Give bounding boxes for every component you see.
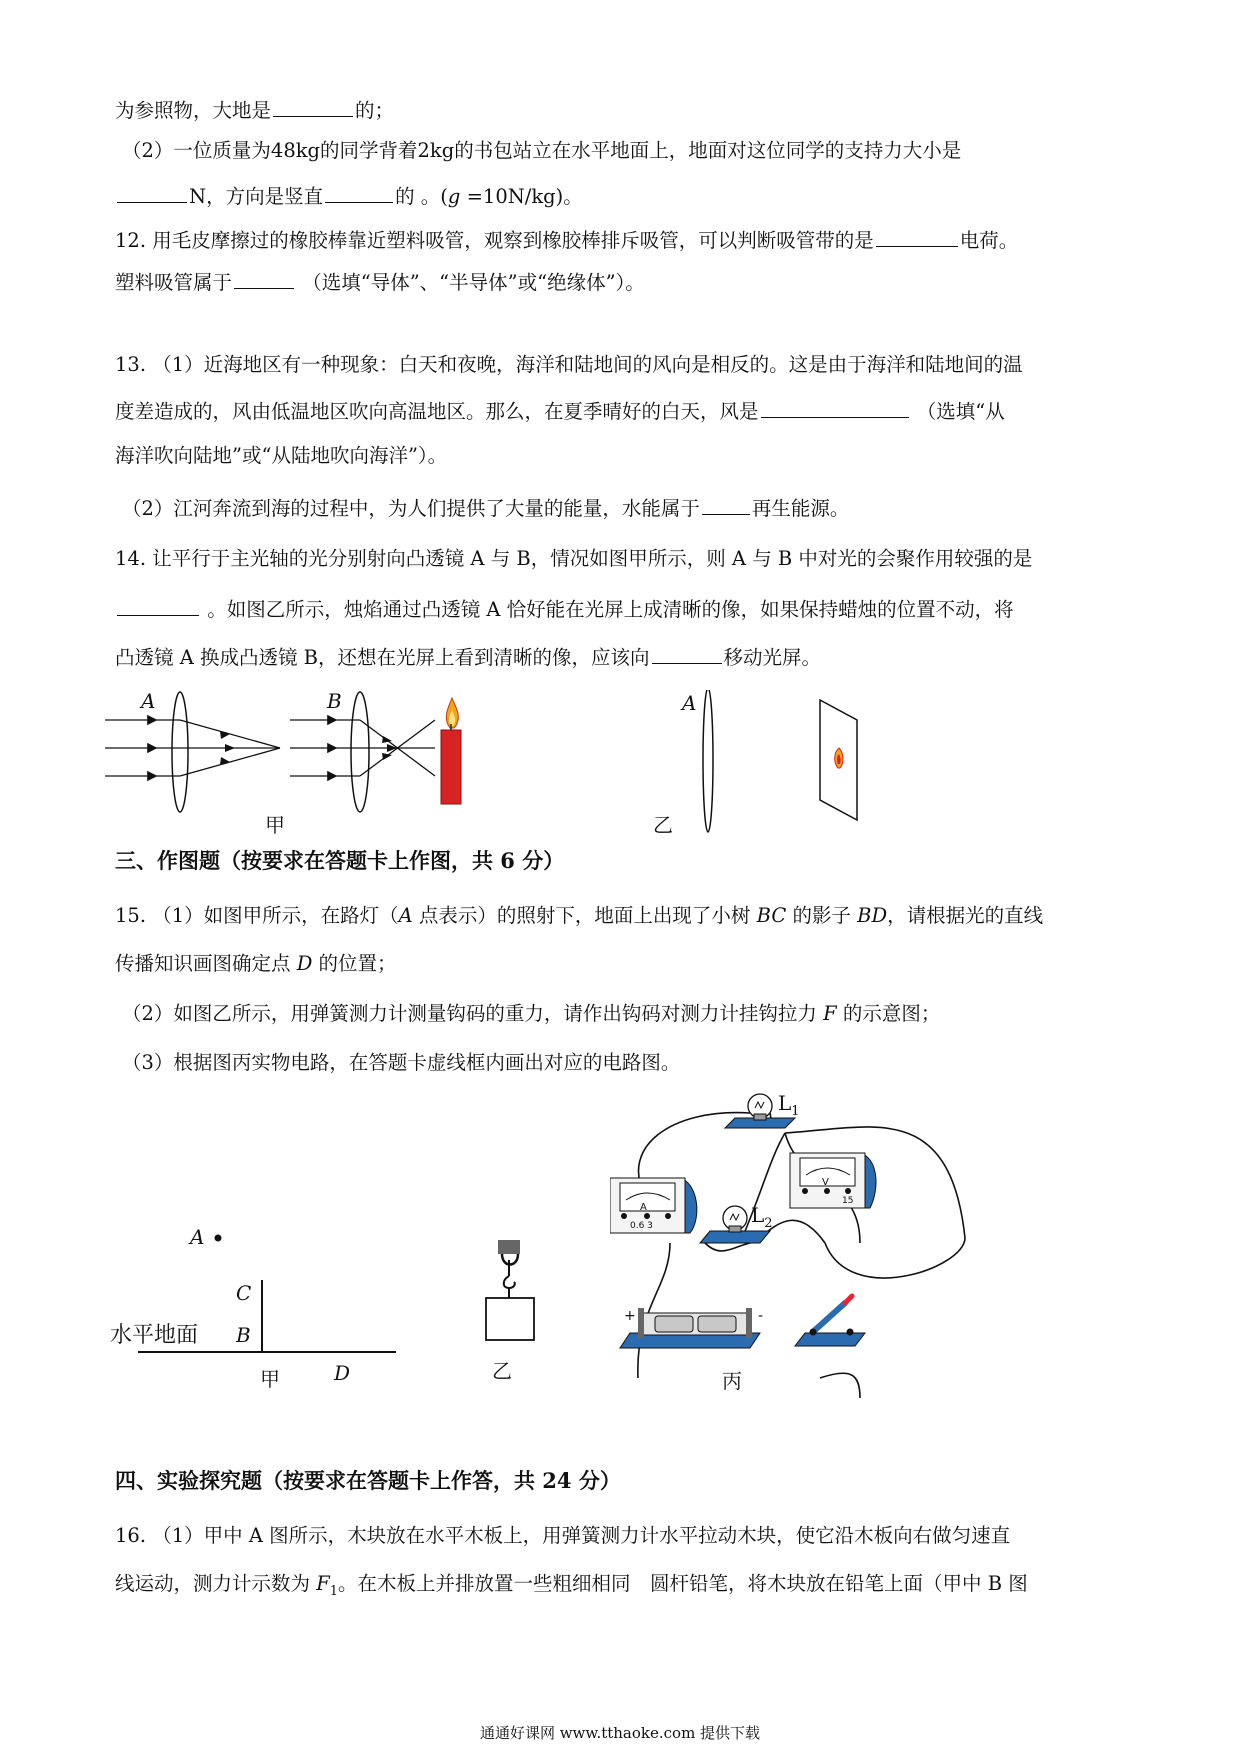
subscript: 1 xyxy=(329,1583,339,1599)
var-a: A xyxy=(398,904,413,927)
var-bd: BD xyxy=(857,904,888,927)
answer-blank[interactable] xyxy=(234,268,294,289)
page-footer: 通通好课网 www.tthaoke.com 提供下载 xyxy=(479,1724,761,1742)
text-line-18 xyxy=(115,1570,1028,1606)
text-line-14 xyxy=(115,950,397,978)
wires xyxy=(638,1108,965,1398)
section-heading-3: 三、作图题（按要求在答题卡上作图，共 6 分） xyxy=(115,848,565,873)
text: 。如图乙所示，烛焰通过凸透镜 A 恰好能在光屏上成清晰的像，如果保持蜡烛的位置不动，将 xyxy=(207,598,1014,621)
point-a-label: A xyxy=(190,1225,205,1249)
ammeter-symbol: A xyxy=(640,1202,647,1213)
var-bc: BC xyxy=(756,904,787,927)
text: N，方向是竖直 xyxy=(189,185,324,208)
fig-yi-label: 乙 xyxy=(653,813,673,837)
text: 度差造成的，风由低温地区吹向高温地区。那么，在夏季晴好的白天，风是 xyxy=(115,400,759,423)
tree-shadow-figure xyxy=(110,1218,420,1388)
light-screen xyxy=(820,700,857,820)
text-line-11 xyxy=(115,595,1014,624)
text: 传播知识画图确定点 xyxy=(115,952,297,975)
text-line-5 xyxy=(115,268,645,297)
answer-blank[interactable] xyxy=(117,182,187,203)
text-line-8 xyxy=(115,442,447,470)
ground-label: 水平地面 xyxy=(110,1323,199,1348)
var-f: F xyxy=(823,1002,837,1025)
text: 再生能源。 xyxy=(751,497,850,520)
text: 塑料吸管属于 xyxy=(115,271,233,294)
text: 14. 让平行于主光轴的光分别射向凸透镜 A 与 B，情况如图甲所示，则 A 与 B 中对光的会聚作用较强的是 xyxy=(115,547,1033,570)
text: 为参照物，大地是 xyxy=(115,99,272,122)
point-c-label: C xyxy=(236,1281,252,1305)
answer-blank[interactable] xyxy=(876,226,958,247)
text: （2）一位质量为48kg的同学背着2kg的书包站立在水平地面上，地面对这位同学的支持力大小是 xyxy=(122,139,962,162)
voltmeter-scale: 15 xyxy=(842,1196,854,1206)
voltmeter-symbol: V xyxy=(822,1177,829,1188)
text-line-9 xyxy=(122,494,849,523)
text: 移动光屏。 xyxy=(723,646,822,669)
text: 的示意图； xyxy=(836,1002,941,1025)
text: 。在木板上并排放置一些粗细相同 圆杆铅笔，将木块放在铅笔上面（甲中 B 图 xyxy=(338,1572,1028,1595)
bulb-l1-label: $L_1$ xyxy=(778,1091,800,1119)
text-line-12 xyxy=(115,643,821,672)
text-line-16 xyxy=(122,1049,680,1077)
text: 凸透镜 A 换成凸透镜 B，还想在光屏上看到清晰的像，应该向 xyxy=(115,646,650,669)
text: 的位置； xyxy=(312,952,397,975)
fig-yi2-label: 乙 xyxy=(492,1359,512,1383)
circuit-figure xyxy=(610,1088,970,1398)
lens-a xyxy=(172,692,188,812)
answer-blank[interactable] xyxy=(702,494,750,515)
var-f1: F xyxy=(316,1572,330,1595)
bulb-l2 xyxy=(700,1203,773,1243)
spring-scale-hook xyxy=(498,1240,520,1298)
lens-figure xyxy=(105,690,1145,840)
text-line-7 xyxy=(115,397,1005,426)
text: 的 。( xyxy=(395,185,448,208)
text: 线运动，测力计示数为 xyxy=(115,1572,317,1595)
hook-weight-figure xyxy=(478,1240,548,1390)
point-a xyxy=(215,1235,222,1242)
bulb-l2-label: $L_2$ xyxy=(751,1203,773,1231)
battery-plus: + xyxy=(624,1308,636,1324)
fig-jia2-label: 甲 xyxy=(260,1367,280,1388)
lens-b xyxy=(351,692,369,812)
text-line-2 xyxy=(122,137,961,165)
point-b-label: B xyxy=(236,1323,251,1347)
text: 16. （1）甲中 A 图所示，木块放在水平木板上，用弹簧测力计水平拉动木块，使它沿木板向右做匀速直 xyxy=(115,1524,1011,1547)
answer-blank[interactable] xyxy=(117,595,199,616)
text: 点表示）的照射下，地面上出现了小树 xyxy=(412,904,757,927)
text: 海洋吹向陆地”或“从陆地吹向海洋”）。 xyxy=(115,444,448,467)
hook-weight xyxy=(486,1298,534,1340)
text-line-15 xyxy=(122,1000,940,1028)
lens-a-yi-label: A xyxy=(682,691,697,715)
text-line-10 xyxy=(115,545,1032,573)
answer-blank[interactable] xyxy=(761,397,909,418)
fig-bing-label: 丙 xyxy=(722,1369,742,1393)
point-d-label: D xyxy=(334,1361,351,1385)
answer-blank[interactable] xyxy=(273,96,353,117)
text-line-3 xyxy=(115,182,583,211)
text: ，请根据光的直线 xyxy=(887,904,1044,927)
text: （2）如图乙所示，用弹簧测力计测量钩码的重力，请作出钩码对测力计挂钩拉力 xyxy=(122,1002,824,1025)
text: 电荷。 xyxy=(959,229,1019,252)
text-line-6 xyxy=(115,351,1023,379)
voltmeter xyxy=(790,1153,876,1208)
text-line-4 xyxy=(115,226,1018,255)
text: 15. （1）如图甲所示，在路灯（ xyxy=(115,904,399,927)
bulb-l1 xyxy=(725,1091,800,1128)
battery-minus: - xyxy=(758,1308,764,1324)
text-line-17 xyxy=(115,1522,1010,1550)
candle xyxy=(441,698,461,804)
battery-pack xyxy=(620,1308,763,1348)
text: （选填“导体”、“半导体”或“绝缘体”）。 xyxy=(302,271,645,294)
answer-blank[interactable] xyxy=(325,182,393,203)
text: 13. （1）近海地区有一种现象：白天和夜晚，海洋和陆地间的风向是相反的。这是由于海洋和陆地间的温 xyxy=(115,353,1023,376)
text: 的； xyxy=(355,99,395,122)
lens-a-label: A xyxy=(141,690,156,713)
var-d: D xyxy=(296,952,313,975)
text-line-13 xyxy=(115,902,1043,930)
text: （2）江河奔流到海的过程中，为人们提供了大量的能量，水能属于 xyxy=(122,497,700,520)
text-line-1 xyxy=(115,96,394,125)
switch xyxy=(795,1296,865,1346)
ammeter xyxy=(610,1178,697,1233)
section-heading-4: 四、实验探究题（按要求在答题卡上作答，共 24 分） xyxy=(115,1468,621,1493)
text: 12. 用毛皮摩擦过的橡胶棒靠近塑料吸管，观察到橡胶棒排斥吸管，可以判断吸管带的是 xyxy=(115,229,874,252)
text: （3）根据图丙实物电路，在答题卡虚线框内画出对应的电路图。 xyxy=(122,1051,681,1074)
ammeter-scale: 0.6 3 xyxy=(630,1221,653,1231)
fig-jia-label: 甲 xyxy=(265,813,285,837)
text: 的影子 xyxy=(786,904,858,927)
text: （选填“从 xyxy=(916,400,1005,423)
lens-b-label: B xyxy=(327,690,342,713)
g-symbol: g xyxy=(447,185,461,208)
text: =10N/kg)。 xyxy=(460,185,583,208)
answer-blank[interactable] xyxy=(652,643,722,664)
lens-a-yi xyxy=(703,690,713,832)
